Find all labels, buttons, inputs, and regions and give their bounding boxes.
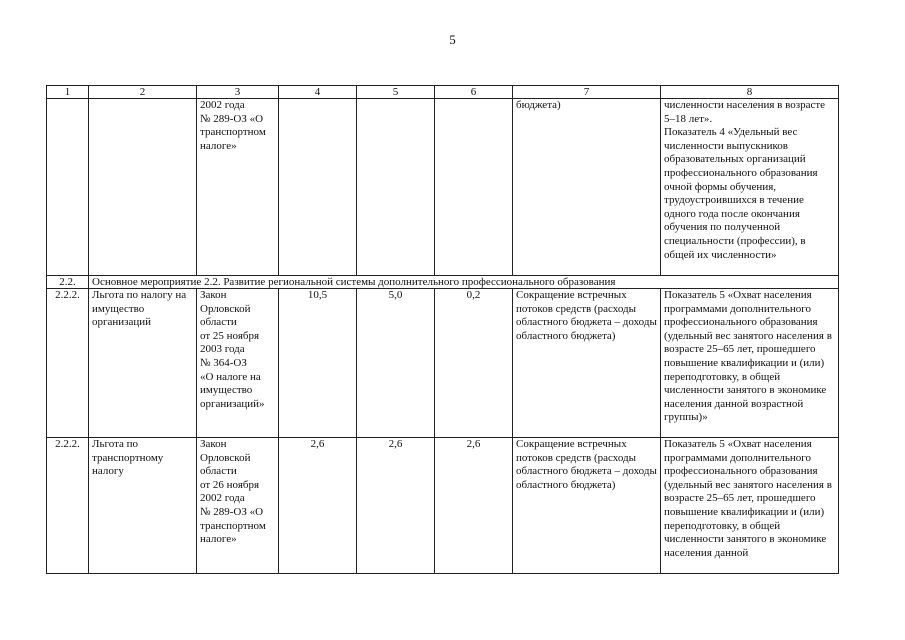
table-header-row [47, 86, 839, 99]
benefit-name-cell: Льгота по налогу на имущество организаций [89, 289, 197, 438]
value-cell [279, 99, 357, 276]
header-cell: 7 [513, 86, 661, 99]
benefits-table [46, 85, 839, 574]
indicator-cell: численности населения в возрасте 5–18 лет». Показатель 4 «Удельный вес численности выпускников образовательных организаций профессионального образования очной формы обучения, трудоустроившихся в течение одного года после окончания обучения по полученной специальности (профессии), в общей их численности» [661, 99, 839, 276]
value-cell: 5,0 [357, 289, 435, 438]
value-cell: 10,5 [279, 289, 357, 438]
table-row [47, 438, 839, 574]
benefit-name-cell: Льгота по транспортному налогу [89, 438, 197, 574]
table-row [47, 289, 839, 438]
row-number-cell [47, 99, 89, 276]
effect-cell: бюджета) [513, 99, 661, 276]
header-cell: 4 [279, 86, 357, 99]
row-number-cell: 2.2.2. [47, 438, 89, 574]
header-cell: 2 [89, 86, 197, 99]
indicator-cell: Показатель 5 «Охват населения программами дополнительного профессионального образования (удельный вес занятого населения в возрасте 25–65 лет, прошедшего повышение квалификации и (или) переподготовку, в общей численности занятого в экономике населения данной [661, 438, 839, 574]
value-cell [357, 99, 435, 276]
header-cell: 1 [47, 86, 89, 99]
section-number: 2.2. [47, 276, 89, 289]
value-cell: 2,6 [279, 438, 357, 574]
effect-cell: Сокращение встречных потоков средств (расходы областного бюджета – доходы областного бюджета) [513, 289, 661, 438]
row-number-cell: 2.2.2. [47, 289, 89, 438]
section-row [47, 276, 839, 289]
benefit-name-cell [89, 99, 197, 276]
indicator-cell: Показатель 5 «Охват населения программами дополнительного профессионального образования (удельный вес занятого населения в возрасте 25–65 лет, прошедшего повышение квалификации и (или) переподготовку, в общей численности занятого в экономике населения данной возрастной группы)» [661, 289, 839, 438]
header-cell: 5 [357, 86, 435, 99]
value-cell [435, 99, 513, 276]
law-cell: Закон Орловской области от 26 ноября 2002 года № 289-ОЗ «О транспортном налоге» [197, 438, 279, 574]
law-cell: Закон Орловской области от 25 ноября 2003 года № 364-ОЗ «О налоге на имущество организаций» [197, 289, 279, 438]
law-cell: 2002 года № 289-ОЗ «О транспортном налоге» [197, 99, 279, 276]
header-cell: 8 [661, 86, 839, 99]
value-cell: 2,6 [357, 438, 435, 574]
effect-cell: Сокращение встречных потоков средств (расходы областного бюджета – доходы областного бюджета) [513, 438, 661, 574]
table-row-continued [47, 99, 839, 276]
value-cell: 0,2 [435, 289, 513, 438]
header-cell: 3 [197, 86, 279, 99]
header-cell: 6 [435, 86, 513, 99]
section-title: Основное мероприятие 2.2. Развитие региональной системы дополнительного профессионального образования [89, 276, 839, 289]
value-cell: 2,6 [435, 438, 513, 574]
page-number: 5 [449, 32, 456, 47]
